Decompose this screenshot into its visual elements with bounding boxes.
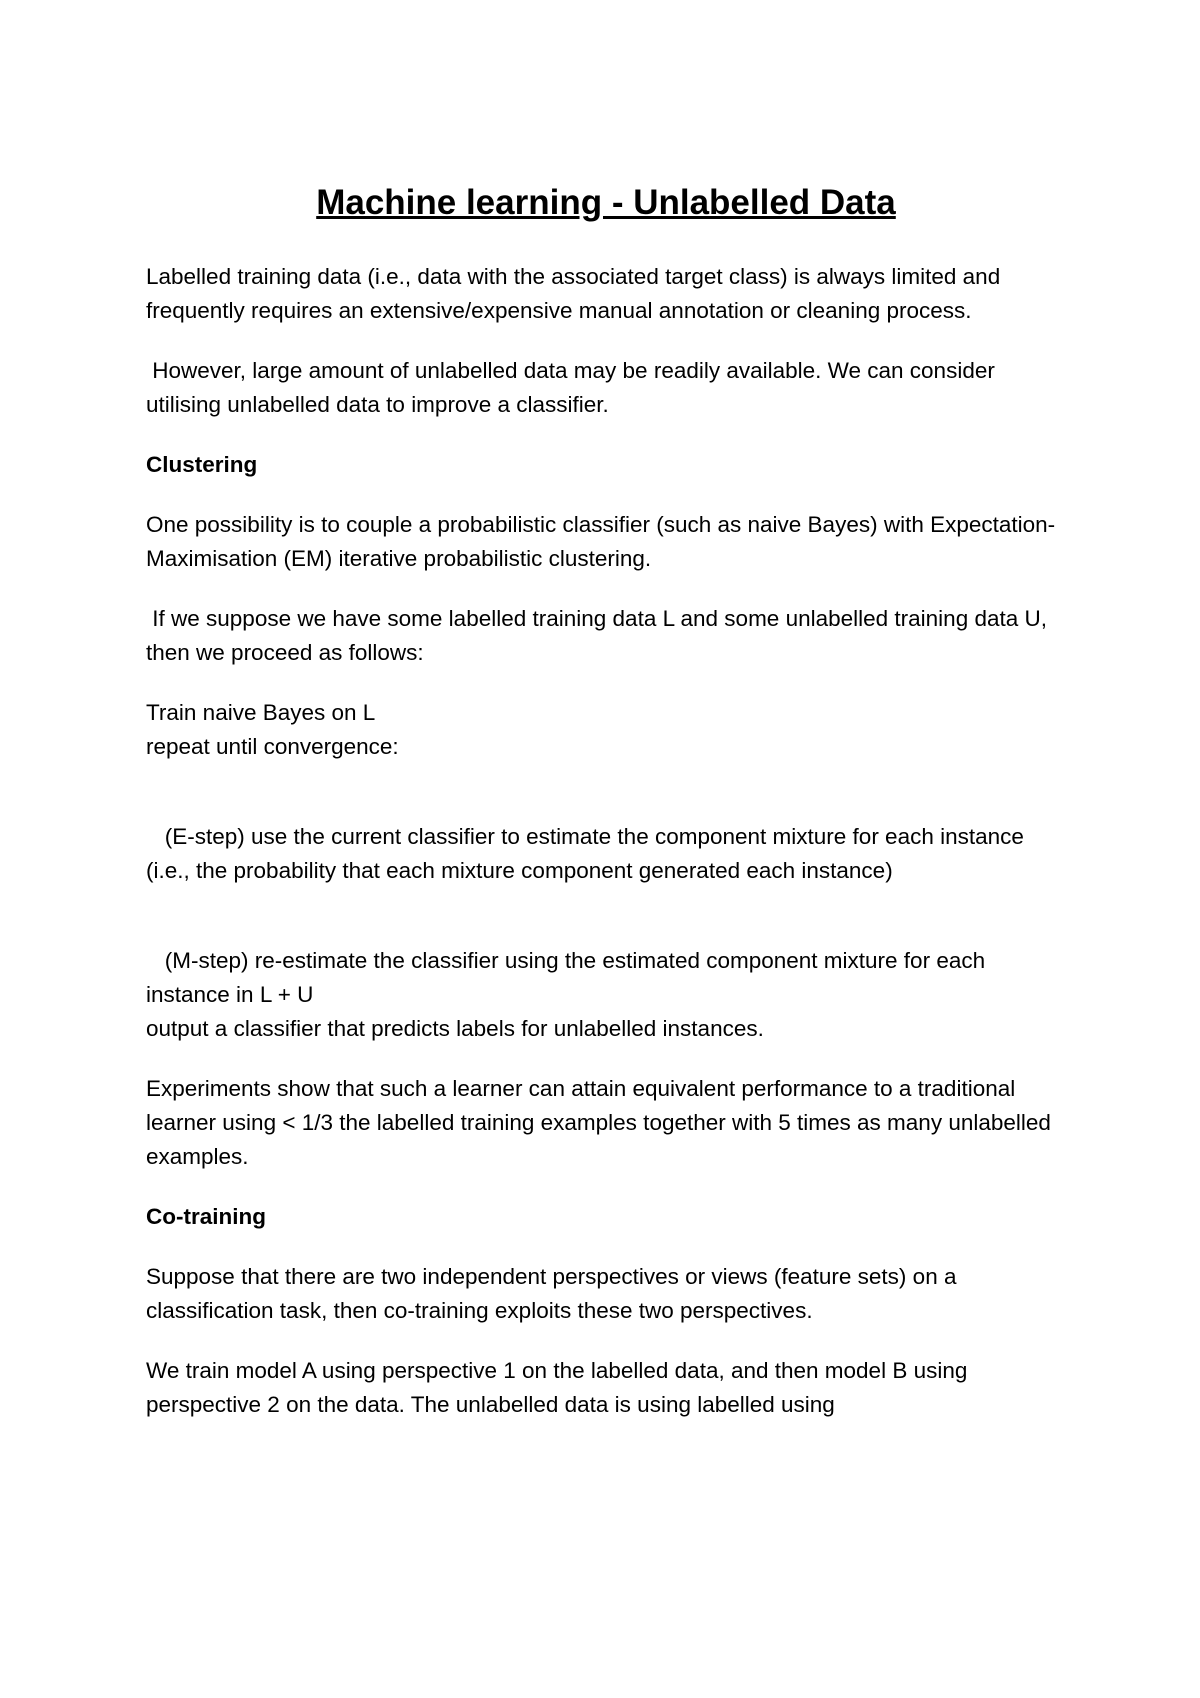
intro-paragraph-1: Labelled training data (i.e., data with the associated target class) is always limited and frequently requires an extensive/expensive manual annotation or cleaning process. xyxy=(146,264,1001,323)
document-body xyxy=(146,182,1066,1448)
co-training-paragraph-2: We train model A using perspective 1 on the labelled data, and then model B using perspective 2 on the data. The unlabelled data is using labelled using xyxy=(146,1358,968,1417)
spacer xyxy=(146,764,1066,820)
experiments-paragraph: Experiments show that such a learner can attain equivalent performance to a traditional learner using < 1/3 the labelled training examples together with 5 times as many unlabelled examples. xyxy=(146,1076,1051,1169)
algorithm-m-step-block xyxy=(146,944,1066,1046)
co-training-paragraph-1: Suppose that there are two independent perspectives or views (feature sets) on a classification task, then co-training exploits these two perspectives. xyxy=(146,1264,957,1323)
algorithm-block xyxy=(146,696,1066,764)
algorithm-e-step: (E-step) use the current classifier to estimate the component mixture for each instance (i.e., the probability that each mixture component generated each instance) xyxy=(146,824,1031,883)
algorithm-line-repeat: repeat until convergence: xyxy=(146,734,399,759)
clustering-paragraph-1: One possibility is to couple a probabilistic classifier (such as naive Bayes) with Expectation-Maximisation (EM) iterative probabilistic clustering. xyxy=(146,512,1056,571)
algorithm-line-train: Train naive Bayes on L xyxy=(146,700,376,725)
intro-paragraph-2: However, large amount of unlabelled data may be readily available. We can consider utilising unlabelled data to improve a classifier. xyxy=(146,358,1002,417)
spacer xyxy=(146,888,1066,944)
document-title: Machine learning - Unlabelled Data xyxy=(316,183,896,222)
section-heading-co-training: Co-training xyxy=(146,1204,266,1229)
algorithm-m-step: (M-step) re-estimate the classifier using the estimated component mixture for each instance in L + U xyxy=(146,948,992,1007)
clustering-paragraph-2: If we suppose we have some labelled training data L and some unlabelled training data U, then we proceed as follows: xyxy=(146,606,1054,665)
section-heading-clustering: Clustering xyxy=(146,452,258,477)
algorithm-output: output a classifier that predicts labels for unlabelled instances. xyxy=(146,1016,764,1041)
